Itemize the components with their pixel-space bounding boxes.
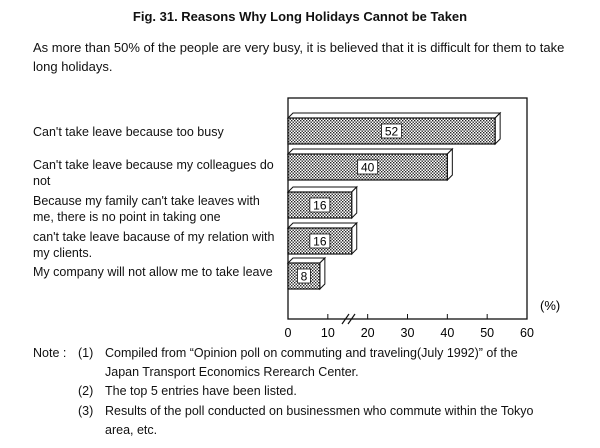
- note-number: (2): [78, 384, 94, 398]
- bar: [288, 258, 325, 289]
- note-text: The top 5 entries have been listed.: [105, 384, 297, 398]
- bar: [288, 187, 357, 218]
- x-tick-label: 60: [520, 326, 534, 340]
- x-tick-label: 0: [284, 326, 292, 340]
- note-number: (1): [78, 346, 94, 360]
- intro-text: As more than 50% of the people are very busy, it is believed that it is difficult for them to take long holidays.: [33, 40, 565, 74]
- note-text-continued: Japan Transport Economics Rerearch Center.: [105, 365, 359, 379]
- x-tick-label: 50: [480, 326, 495, 340]
- chart-title: Fig. 31. Reasons Why Long Holidays Cannot be Taken: [132, 9, 468, 24]
- bar-value-label: 16: [313, 234, 327, 249]
- bar: [288, 149, 452, 180]
- note-number: (3): [78, 404, 94, 418]
- x-tick-label: 10: [320, 326, 335, 340]
- category-label: Can't take leave because too busy: [33, 125, 224, 139]
- bar: [288, 223, 357, 254]
- note-text: Results of the poll conducted on businessmen who commute within the Tokyo: [105, 404, 534, 418]
- bar: [288, 113, 500, 144]
- x-tick-label: 20: [360, 326, 375, 340]
- category-label: can't take leave bacause of my relation with my clients.: [33, 230, 275, 260]
- x-tick-label: 40: [440, 326, 455, 340]
- bar-value-label: 8: [300, 269, 308, 284]
- category-label: Because my family can't take leaves with me, there is no point in taking one: [33, 194, 260, 224]
- bar-value-label: 16: [313, 198, 327, 213]
- x-tick-label: 30: [400, 326, 415, 340]
- bar-value-label: 40: [360, 160, 375, 175]
- note-lead: Note :: [33, 346, 67, 360]
- note-text-continued: area, etc.: [105, 423, 158, 437]
- bar-value-label: 52: [384, 124, 399, 139]
- note-text: Compiled from “Opinion poll on commuting and traveling(July 1992)” of the: [105, 346, 518, 360]
- category-label: Can't take leave because my colleagues do not: [33, 158, 274, 188]
- unit-label: (%): [540, 298, 561, 313]
- category-label: My company will not allow me to take leave: [33, 265, 273, 279]
